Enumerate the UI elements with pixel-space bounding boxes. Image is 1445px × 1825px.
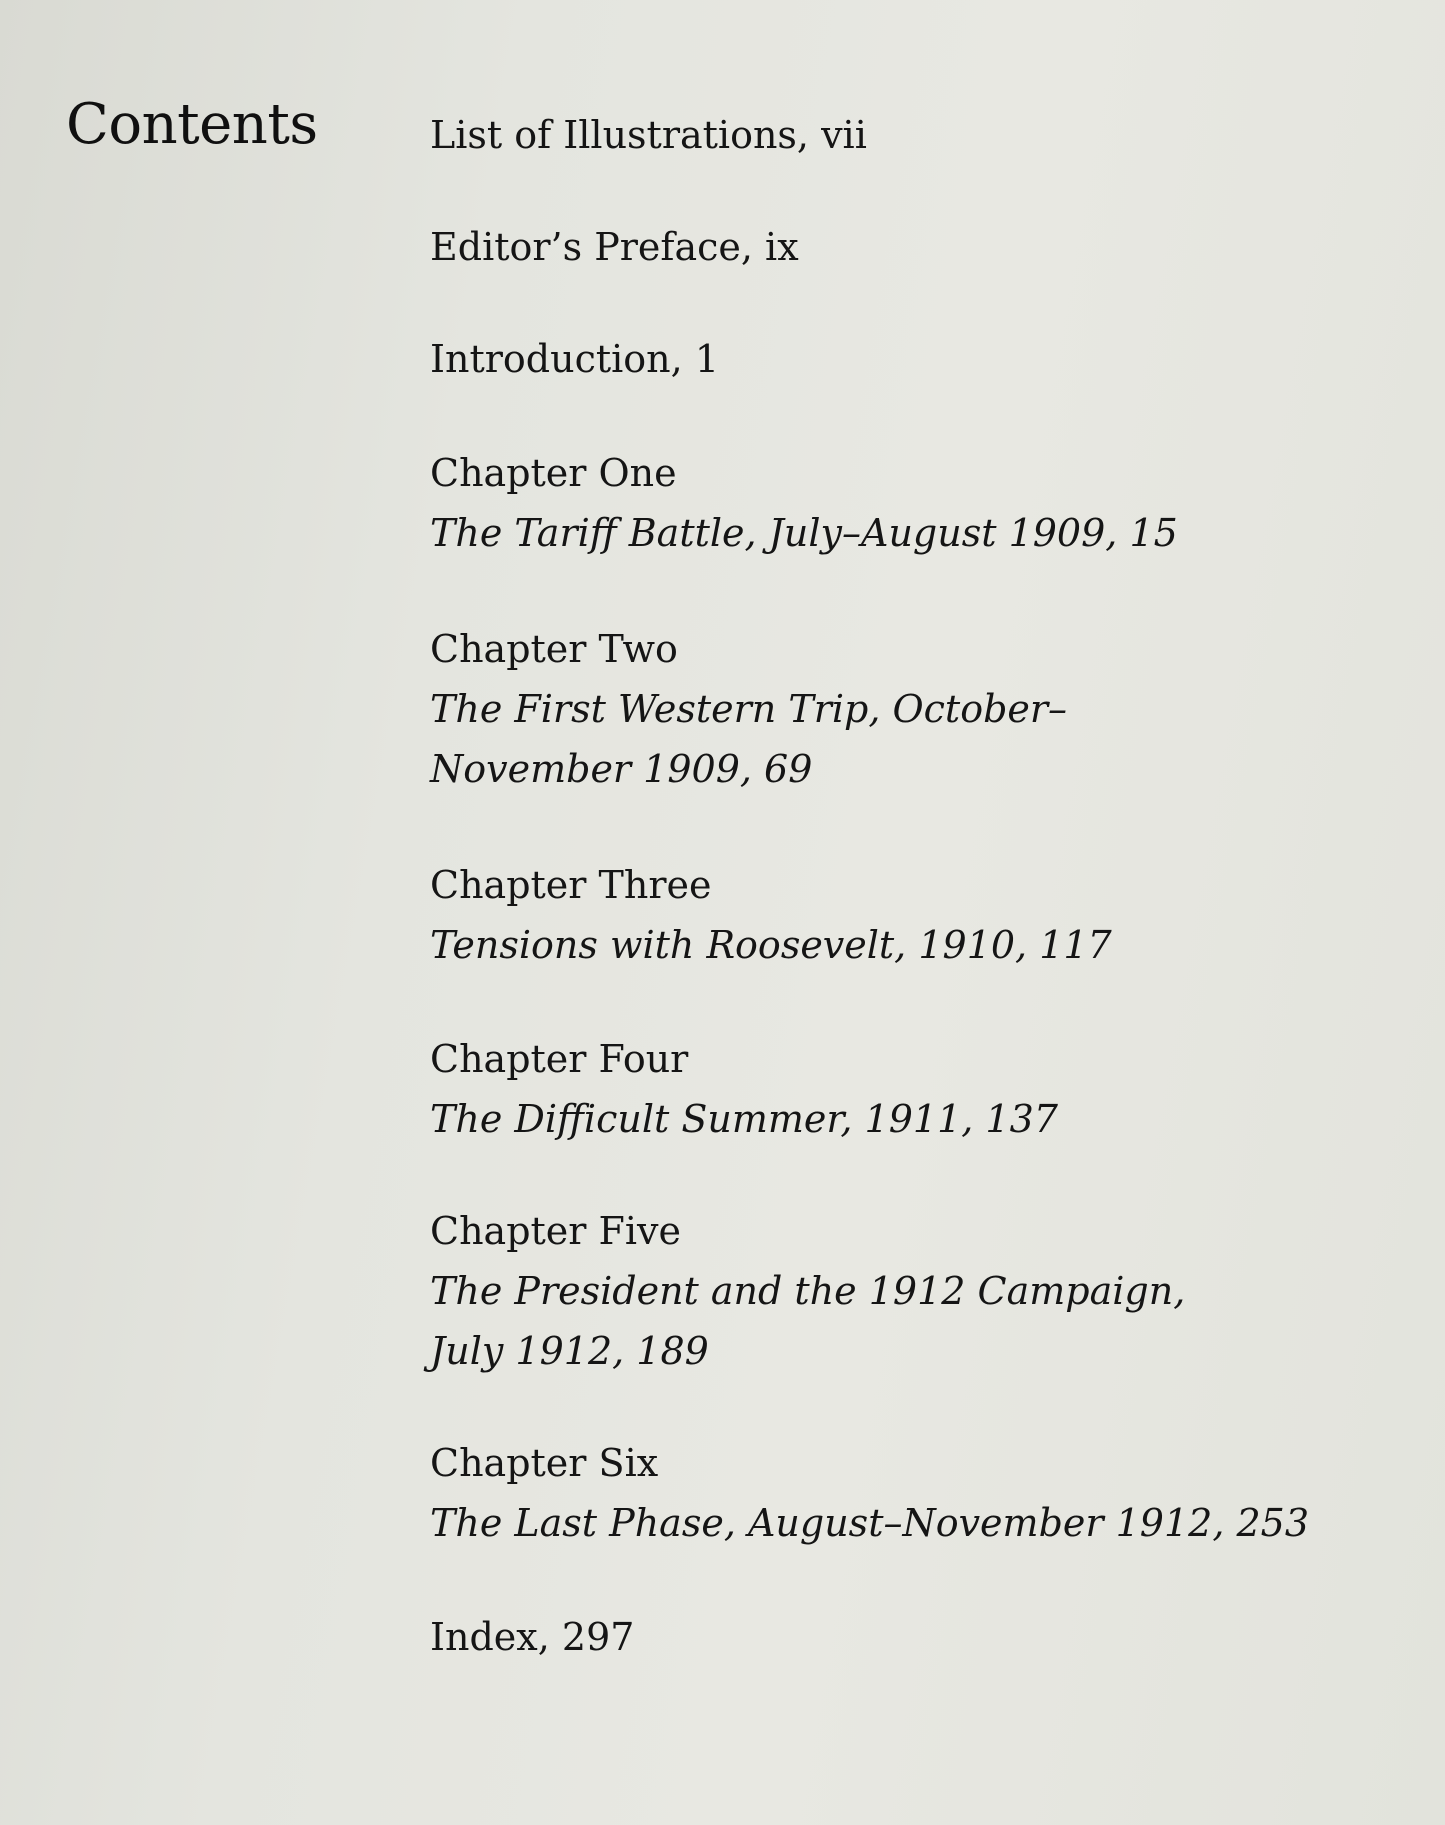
toc-entry-chapter-five [430,1201,1250,1381]
toc-entry-chapter-four [430,1029,1250,1149]
toc-entry-heading: Chapter Two [430,627,678,671]
toc-entry-subtitle: Tensions with Roosevelt, 1910, 117 [430,923,1112,967]
toc-entry-heading: Chapter Five [430,1209,682,1253]
toc-entry-chapter-two [430,619,1250,799]
toc-entry-heading: Chapter Three [430,863,712,907]
toc-entry-preface [430,217,1250,277]
page-title: Contents [66,92,318,157]
toc-entry-subtitle: The Last Phase, August–November 1912, 253 [430,1501,1310,1545]
toc-entry-introduction [430,329,1250,389]
toc-entry-chapter-three [430,855,1250,975]
toc-entry-illustrations [430,105,1250,165]
toc-entry-heading: Chapter Four [430,1037,689,1081]
toc-entry-heading: Chapter One [430,451,677,495]
toc-entry-subtitle: The Tariff Battle, July–August 1909, 15 [430,511,1178,555]
toc-entry-chapter-one [430,443,1250,563]
toc-entry-chapter-six [430,1433,1310,1553]
toc-entry-heading: Editor’s Preface, ix [430,225,799,269]
toc-entry-subtitle: The President and the 1912 Campaign, July 1912, 189 [430,1269,1186,1373]
toc-entry-subtitle: The Difficult Summer, 1911, 137 [430,1097,1058,1141]
toc-entry-heading: Chapter Six [430,1441,659,1485]
toc-entry-heading: Index, 297 [430,1615,635,1659]
toc-entry-index [430,1607,1250,1667]
toc-entry-heading: List of Illustrations, vii [430,113,867,157]
toc-entry-heading: Introduction, 1 [430,337,719,381]
toc-entry-subtitle: The First Western Trip, October–November 1909, 69 [430,687,1068,791]
